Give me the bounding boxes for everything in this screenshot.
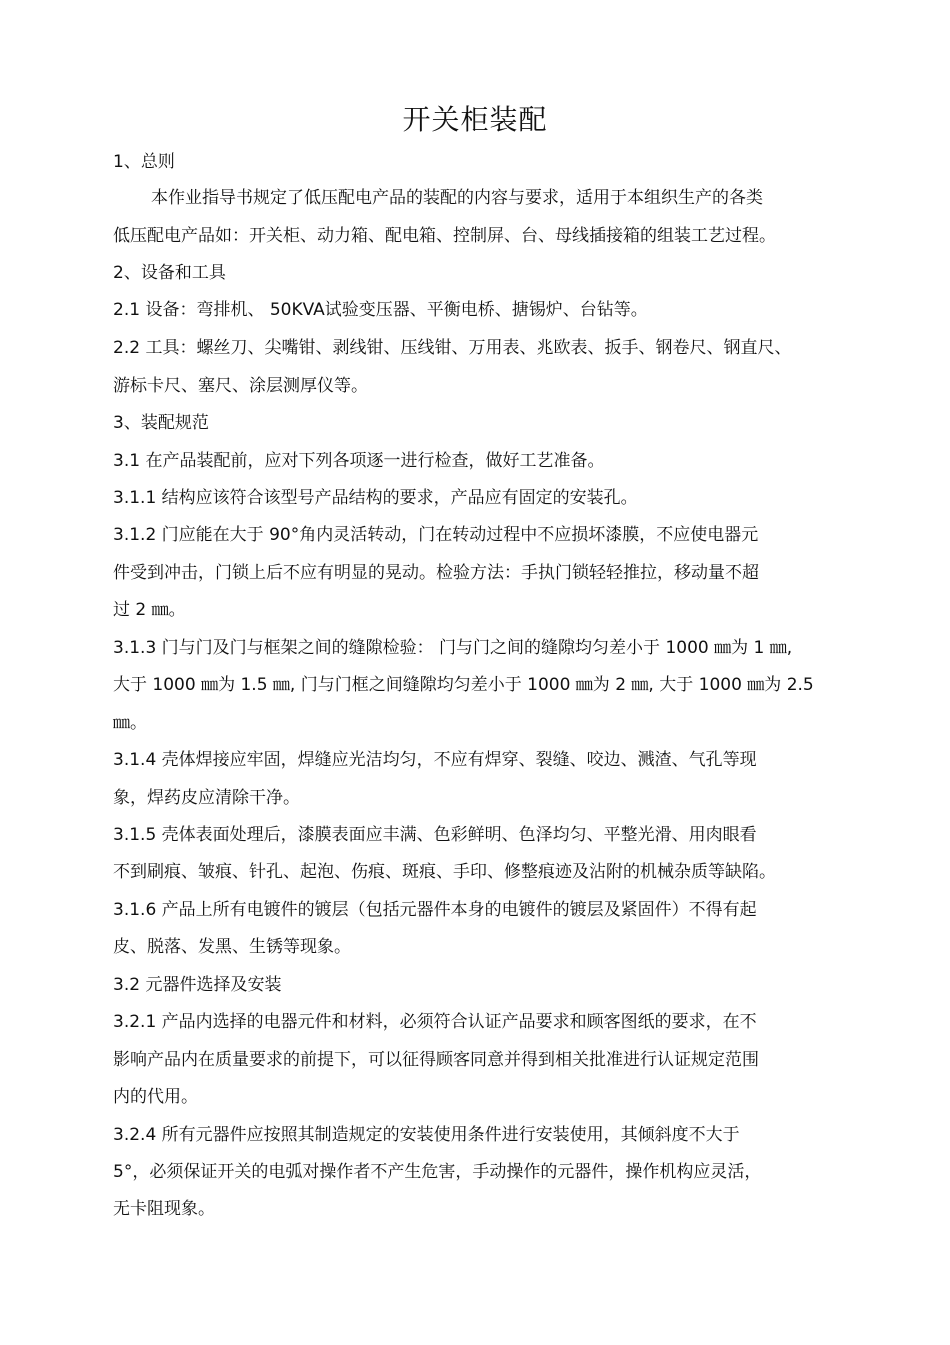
paragraph-line: 游标卡尺、塞尺、涂层测厚仪等。 [113,376,368,396]
paragraph-line: 5°，必须保证开关的电弧对操作者不产生危害，手动操作的元器件，操作机构应灵活， [113,1162,762,1182]
heading-assembly-spec: 3、装配规范 [113,413,209,433]
paragraph-line: 3.1.1 结构应该符合该型号产品结构的要求，产品应有固定的安装孔。 [113,488,638,508]
paragraph-line: 3.1.3 门与门及门与框架之间的缝隙检验： 门与门之间的缝隙均匀差小于 1000 ㎜为 1 ㎜, [113,638,793,658]
paragraph-line: 本作业指导书规定了低压配电产品的装配的内容与要求，适用于本组织生产的各类 [151,188,763,208]
heading-components: 3.2 元器件选择及安装 [113,975,282,995]
paragraph-line: 影响产品内在质量要求的前提下，可以征得顾客同意并得到相关批准进行认证规定范围 [113,1050,759,1070]
page-title: 开关柜装配 [402,103,548,136]
paragraph-line: 3.1.2 门应能在大于 90°角内灵活转动，门在转动过程中不应损坏漆膜，不应使电器元 [113,525,759,545]
paragraph-line: 象，焊药皮应清除干净。 [113,788,300,808]
paragraph-line: 3.1.4 壳体焊接应牢固，焊缝应光洁均匀，不应有焊穿、裂缝、咬边、溅渣、气孔等现 [113,750,757,770]
paragraph-line: 低压配电产品如：开关柜、动力箱、配电箱、控制屏、台、母线插接箱的组装工艺过程。 [113,226,776,246]
paragraph-line: 3.1.6 产品上所有电镀件的镀层（包括元器件本身的电镀件的镀层及紧固件）不得有起 [113,900,757,920]
paragraph-line: 2.1 设备：弯排机、 50KVA试验变压器、平衡电桥、搪锡炉、台钻等。 [113,300,648,320]
paragraph-line: 3.1 在产品装配前，应对下列各项逐一进行检查，做好工艺准备。 [113,451,605,471]
heading-general: 1、总则 [113,152,175,172]
heading-equipment-tools: 2、设备和工具 [113,263,226,283]
paragraph-line: ㎜。 [113,713,147,733]
paragraph-line: 3.1.5 壳体表面处理后，漆膜表面应丰满、色彩鲜明、色泽均匀、平整光滑、用肉眼看 [113,825,757,845]
paragraph-line: 内的代用。 [113,1087,198,1107]
paragraph-line: 大于 1000 ㎜为 1.5 ㎜, 门与门框之间缝隙均匀差小于 1000 ㎜为 2 ㎜, 大于 1000 ㎜为 2.5 [113,675,814,695]
paragraph-line: 2.2 工具：螺丝刀、尖嘴钳、剥线钳、压线钳、万用表、兆欧表、扳手、钢卷尺、钢直尺、 [113,338,792,358]
paragraph-line: 无卡阻现象。 [113,1199,215,1219]
paragraph-line: 3.2.4 所有元器件应按照其制造规定的安装使用条件进行安装使用，其倾斜度不大于 [113,1125,740,1145]
paragraph-line: 3.2.1 产品内选择的电器元件和材料，必须符合认证产品要求和顾客图纸的要求，在不 [113,1012,757,1032]
paragraph-line: 皮、脱落、发黑、生锈等现象。 [113,937,351,957]
paragraph-line: 过 2 ㎜。 [113,600,186,620]
paragraph-line: 件受到冲击，门锁上后不应有明显的晃动。检验方法：手执门锁轻轻推拉，移动量不超 [113,563,759,583]
paragraph-line: 不到刷痕、皱痕、针孔、起泡、伤痕、斑痕、手印、修整痕迹及沾附的机械杂质等缺陷。 [113,862,776,882]
